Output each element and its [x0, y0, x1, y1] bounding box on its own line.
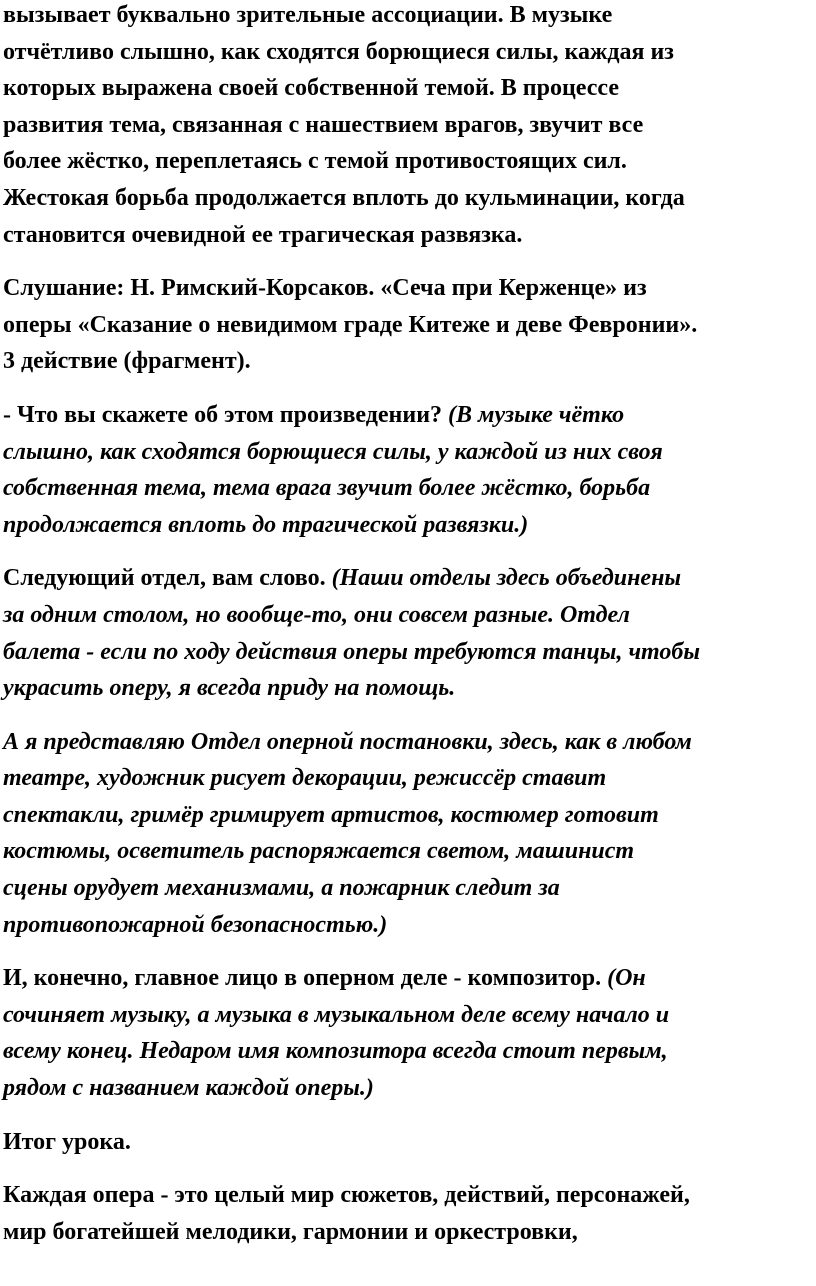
text-run: Слушание: Н. Римский-Корсаков. «Сеча при Керженце» из	[3, 275, 647, 302]
italic-text-run: рядом с названием каждой оперы.)	[3, 1075, 374, 1102]
paragraph	[3, 560, 814, 706]
italic-text-run: сочиняет музыку, а музыка в музыкальном деле всему начало и	[3, 1001, 670, 1028]
text-line	[3, 70, 814, 107]
italic-text-run: всему конец. Недаром имя композитора всегда стоит первым,	[3, 1038, 668, 1065]
text-run: Жестокая борьба продолжается вплоть до кульминации, когда	[3, 184, 685, 211]
text-run: мир богатейшей мелодики, гармонии и оркестровки,	[3, 1218, 578, 1245]
text-line	[3, 1124, 814, 1161]
text-run: И, конечно, главное лицо в оперном деле - композитор.	[3, 965, 608, 992]
text-line	[3, 397, 814, 434]
text-line	[3, 833, 814, 870]
italic-text-run: слышно, как сходятся борющиеся силы, у каждой из них своя	[3, 438, 663, 465]
paragraph	[3, 1177, 814, 1250]
text-line	[3, 470, 814, 507]
text-run: Следующий отдел, вам слово.	[3, 565, 332, 592]
text-run: развития тема, связанная с нашествием врагов, звучит все	[3, 111, 644, 138]
text-run: 3 действие (фрагмент).	[3, 348, 251, 375]
text-line	[3, 670, 814, 707]
text-run: более жёстко, переплетаясь с темой противостоящих сил.	[3, 148, 627, 175]
italic-text-run: противопожарной безопасностью.)	[3, 911, 388, 938]
paragraph	[3, 1124, 814, 1161]
text-line	[3, 107, 814, 144]
text-line	[3, 907, 814, 944]
text-line	[3, 217, 814, 254]
text-line	[3, 307, 814, 344]
text-line	[3, 960, 814, 997]
text-line	[3, 34, 814, 71]
text-line	[3, 997, 814, 1034]
text-line	[3, 634, 814, 671]
text-line	[3, 434, 814, 471]
text-run: Итог урока.	[3, 1128, 131, 1155]
text-line	[3, 724, 814, 761]
text-line	[3, 507, 814, 544]
paragraph	[3, 397, 814, 543]
italic-text-run: (Наши отделы здесь объединены	[331, 565, 682, 592]
text-line	[3, 560, 814, 597]
text-line	[3, 0, 814, 34]
text-run: отчётливо слышно, как сходятся борющиеся силы, каждая из	[3, 38, 674, 65]
paragraph	[3, 724, 814, 944]
italic-text-run: (Он	[607, 965, 646, 992]
paragraph	[3, 0, 814, 253]
text-line	[3, 870, 814, 907]
text-line	[3, 143, 814, 180]
text-run: оперы «Сказание о невидимом граде Китеже и деве Февронии».	[3, 311, 698, 338]
text-run: которых выражена своей собственной темой. В процессе	[3, 75, 619, 102]
italic-text-run: продолжается вплоть до трагической развязки.)	[3, 511, 529, 538]
text-line	[3, 1214, 814, 1251]
text-line	[3, 343, 814, 380]
text-line	[3, 760, 814, 797]
text-run: становится очевидной ее трагическая развязка.	[3, 221, 523, 248]
italic-text-run: (В музыке чётко	[448, 401, 625, 428]
text-line	[3, 270, 814, 307]
text-run: вызывает буквально зрительные ассоциации. В музыке	[3, 2, 613, 28]
text-line	[3, 597, 814, 634]
italic-text-run: костюмы, осветитель распоряжается светом, машинист	[3, 838, 635, 865]
italic-text-run: украсить оперу, я всегда приду на помощь.	[3, 675, 456, 702]
text-run: - Что вы скажете об этом произведении?	[3, 401, 449, 428]
text-line	[3, 1070, 814, 1107]
text-run: Каждая опера - это целый мир сюжетов, действий, персонажей,	[3, 1182, 690, 1209]
text-line	[3, 180, 814, 217]
italic-text-run: сцены орудует механизмами, а пожарник следит за	[3, 875, 560, 902]
paragraph	[3, 960, 814, 1106]
italic-text-run: собственная тема, тема врага звучит более жёстко, борьба	[3, 475, 651, 502]
italic-text-run: театре, художник рисует декорации, режиссёр ставит	[3, 765, 607, 792]
text-line	[3, 1177, 814, 1214]
italic-text-run: за одним столом, но вообще-то, они совсем разные. Отдел	[3, 601, 630, 628]
text-line	[3, 1033, 814, 1070]
italic-text-run: спектакли, гримёр гримирует артистов, костюмер готовит	[3, 801, 659, 828]
text-line	[3, 797, 814, 834]
italic-text-run: А я представляю Отдел оперной постановки, здесь, как в любом	[3, 728, 692, 755]
paragraph	[3, 270, 814, 380]
italic-text-run: балета - если по ходу действия оперы требуются танцы, чтобы	[3, 638, 701, 665]
